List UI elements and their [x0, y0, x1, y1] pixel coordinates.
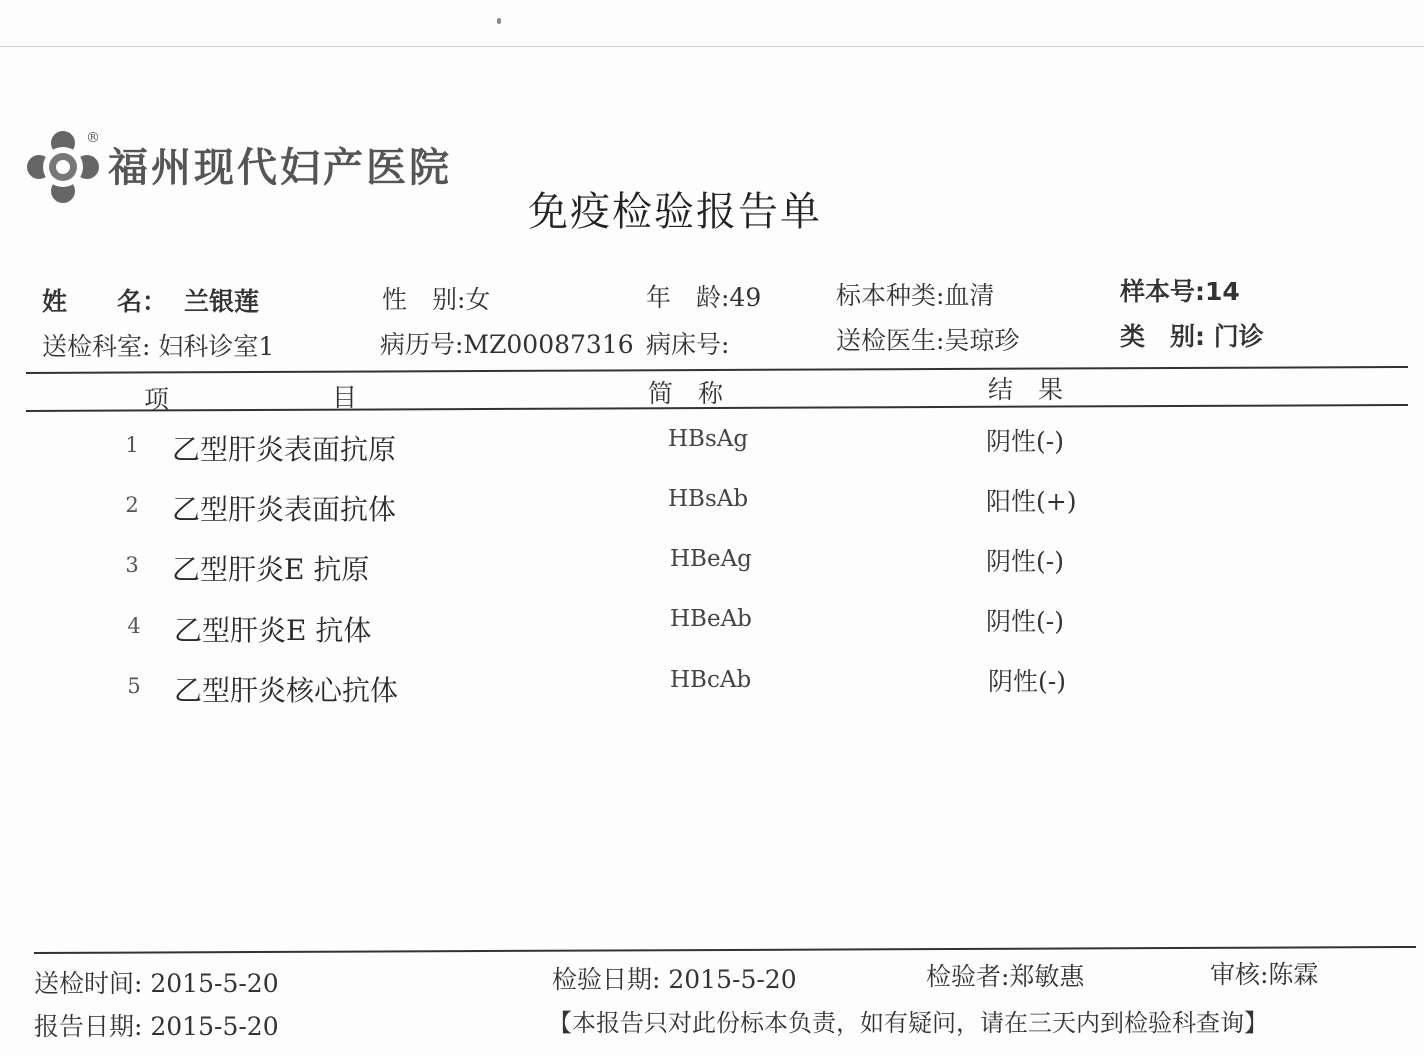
column-header-abbreviation: 简 称	[648, 379, 724, 408]
row-result: 阴性(-)	[988, 667, 1066, 696]
tester: 检验者:郑敏惠	[926, 962, 1085, 991]
row-item-name: 乙型肝炎表面抗原	[172, 433, 397, 466]
patient-sex: 性 别:女	[382, 285, 491, 314]
department: 送检科室: 妇科诊室1	[42, 332, 275, 361]
patient-category: 类 别: 门诊	[1120, 322, 1264, 351]
specimen-type: 标本种类:血清	[836, 281, 995, 310]
row-result: 阳性(+)	[986, 487, 1077, 516]
column-header-item-2: 目	[332, 383, 358, 412]
header-top-rule	[26, 366, 1408, 374]
page-top-edge	[0, 46, 1424, 47]
patient-name-label: 姓 名：	[42, 287, 168, 316]
column-header-result: 结 果	[988, 375, 1064, 404]
scan-speck	[497, 18, 501, 24]
row-item-name: 乙型肝炎核心抗体	[174, 674, 399, 707]
test-date: 检验日期: 2015-5-20	[552, 965, 797, 994]
report-title: 免疫检验报告单	[528, 189, 822, 235]
bed-number: 病床号:	[646, 330, 730, 359]
row-result: 阴性(-)	[986, 607, 1064, 636]
row-number: 2	[125, 493, 139, 517]
registered-mark: ®	[86, 130, 100, 146]
hospital-name: 福州现代妇产医院	[108, 144, 452, 191]
row-number: 3	[125, 553, 139, 577]
row-item-name: 乙型肝炎表面抗体	[172, 493, 397, 526]
submit-time: 送检时间: 2015-5-20	[34, 969, 279, 998]
sample-number: 样本号:14	[1120, 277, 1240, 306]
row-abbreviation: HBsAb	[668, 486, 749, 512]
column-header-item-1: 项	[144, 385, 170, 414]
report-date: 报告日期: 2015-5-20	[34, 1012, 279, 1041]
row-abbreviation: HBcAb	[670, 667, 752, 693]
row-result: 阴性(-)	[986, 547, 1064, 576]
medical-record-number: 病历号:MZ00087316	[380, 330, 634, 359]
referring-doctor: 送检医生:吴琼珍	[836, 326, 1020, 355]
disclaimer-notice: 【本报告只对此份标本负责，如有疑问，请在三天内到检验科查询】	[548, 1009, 1268, 1037]
row-abbreviation: HBeAb	[670, 606, 752, 632]
row-abbreviation: HBeAg	[670, 546, 752, 572]
row-abbreviation: HBsAg	[668, 426, 749, 452]
row-item-name: 乙型肝炎E 抗原	[172, 553, 370, 586]
row-number: 4	[127, 614, 141, 638]
row-number: 5	[127, 674, 141, 698]
reviewer: 审核:陈霖	[1210, 960, 1319, 989]
footer-rule	[34, 946, 1416, 954]
row-result: 阴性(-)	[986, 427, 1064, 456]
patient-name: 兰银莲	[184, 287, 260, 316]
row-item-name: 乙型肝炎E 抗体	[174, 614, 372, 647]
row-number: 1	[125, 433, 139, 457]
patient-age: 年 龄:49	[646, 283, 762, 312]
